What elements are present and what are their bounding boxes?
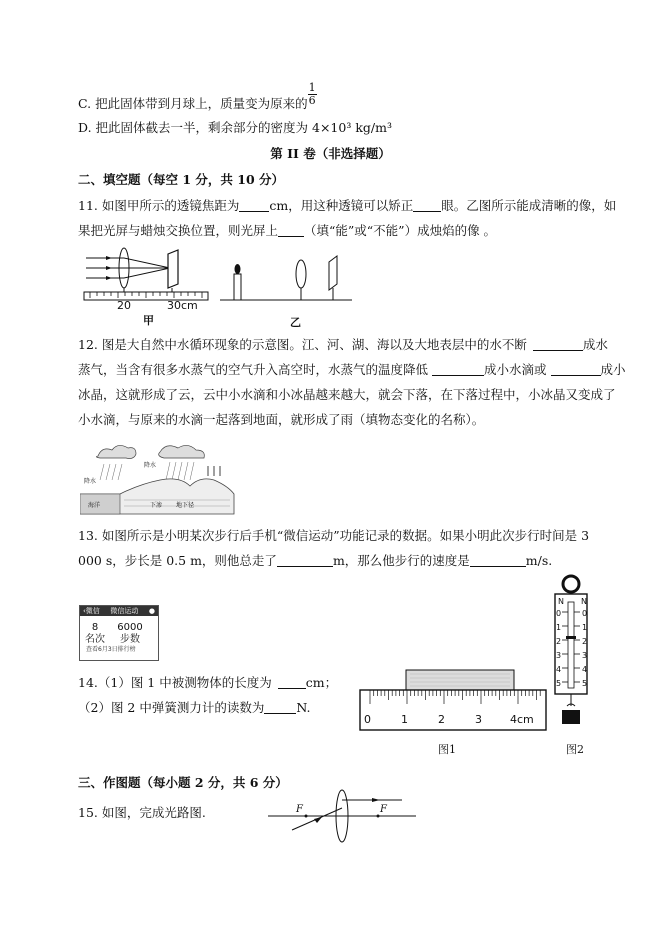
figure-label-yi: 乙 [290,316,301,329]
figure-label-jia: 甲 [143,314,154,327]
q13-line2 [78,553,552,569]
q15-text: 15. 如图，完成光路图. [78,805,206,820]
ruler-tick-30: 30cm [167,299,198,312]
spring-tick-r4: 4 [582,665,588,674]
spring-unit-right: N [581,597,587,606]
spring-tick-r0: 0 [582,609,588,618]
q11-text-a: 11. 如图甲所示的透镜焦距为 [78,198,240,213]
spring-tick-2: 2 [556,637,562,646]
q11-text-c: 眼。乙图所示能成清晰的像，如 [441,198,617,213]
q14-line2 [78,700,310,716]
ruler-label-0: 0 [364,713,371,726]
q12-line4: 小水滴，与原来的水滴一起落到地面，就形成了雨（填物态变化的名称）。 [78,412,485,427]
ruler-tick-labels [358,713,548,729]
phone-title-bar [80,606,158,616]
ruler-tick-20: 20 [117,299,131,312]
wechat-sport-screenshot [79,605,159,661]
spring-ticks-right [582,607,587,691]
phone-title: 微信运动 [110,607,139,615]
q13-blank-2[interactable] [470,554,526,567]
section-title: 第 II 卷（非选择题） [270,146,391,161]
q14-blank-1[interactable] [278,676,306,689]
q12-line2 [78,362,626,378]
water-label-precip-1: 降水 [84,478,97,485]
rank-label: 名次 [85,634,105,645]
q14-text-d: N. [296,700,311,715]
spring-tick-0: 0 [556,609,562,618]
fill-blank-heading: 二、填空题（每空 1 分，共 10 分） [78,172,285,187]
ruler-label-3: 3 [475,713,482,726]
q13-blank-1[interactable] [277,554,333,567]
q13-text-c: m/s. [525,553,553,568]
water-label-infiltration: 下渗 [150,502,163,509]
q14-line1 [78,675,337,691]
q14-text-a: 14.（1）图 1 中被测物体的长度为 [78,675,272,690]
q11-line2 [78,223,496,239]
option-d: D. 把此固体截去一半，剩余部分的密度为 4×10³ kg/m³ [78,120,392,135]
q12-blank-2[interactable] [432,363,484,376]
back-link[interactable]: ‹微信 [83,607,100,615]
spring-tick-5: 5 [556,679,562,688]
spring-unit-left: N [558,597,564,606]
lens-figure-yi [218,250,358,310]
fraction-numerator: 1 [308,81,316,94]
phone-values-row [80,622,158,634]
spring-tick-r1: 1 [582,623,588,632]
q12-text-a: 12. 图是大自然中水循环现象的示意图。江、河、湖、海以及大地表层中的水不断 [78,337,527,352]
q12-line3: 冰晶，这就形成了云，云中小水滴和小冰晶越来越大，就会下落，在下落过程中，小冰晶又变成了 [78,387,616,402]
focal-point-right: F [380,804,387,815]
q11-blank-3[interactable] [278,224,304,237]
q11-blank-2[interactable] [413,199,441,212]
q11-text-b: cm，用这种透镜可以矫正 [269,198,414,213]
spring-tick-r3: 3 [582,651,588,660]
steps-label: 步数 [120,634,140,645]
q14-text-c: （2）图 2 中弹簧测力计的读数为 [78,700,265,715]
fraction [308,82,317,107]
phone-labels-row [80,634,158,646]
q12-blank-1[interactable] [533,338,583,351]
water-label-precip-2: 降水 [144,462,157,469]
q12-text-b: 成水 [582,337,608,352]
spring-tick-r5: 5 [582,679,588,688]
q11-text-d: 果把光屏与蜡烛交换位置，则光屏上 [78,223,279,238]
q12-blank-3[interactable] [551,363,601,376]
spring-tick-r2: 2 [582,637,588,646]
fraction-denominator: 6 [308,94,316,107]
focal-point-left: F [296,804,303,815]
figure-1-label: 图1 [438,743,456,756]
q14-blank-2[interactable] [264,701,296,714]
ruler-label-2: 2 [438,713,445,726]
spring-tick-3: 3 [556,651,562,660]
drawing-heading: 三、作图题（每小题 2 分，共 6 分） [78,775,288,790]
person-icon[interactable]: ● [148,607,155,615]
q12-line1 [78,337,608,353]
option-c-text: C. 把此固体带到月球上，质量变为原来的 [78,96,308,111]
ranking-link[interactable]: 查看6月3日排行榜 [86,646,136,653]
rank-value: 8 [91,622,99,633]
q13-text-a: 000 s，步长是 0.5 m，则他总走了 [78,553,277,568]
light-path-figure[interactable] [262,786,422,848]
option-c [78,81,317,117]
spring-tick-4: 4 [556,665,562,674]
q11-blank-1[interactable] [239,199,269,212]
water-label-ocean: 海洋 [88,502,101,509]
q11-line1 [78,198,616,214]
spring-tick-1: 1 [556,623,562,632]
water-label-groundwater: 地下径 [176,502,195,509]
spring-ticks-left [556,607,561,691]
q12-text-d: 成小水滴或 [484,362,547,377]
steps-value: 6000 [117,622,143,633]
q14-text-b: cm； [305,675,338,690]
q12-text-e: 成小 [600,362,626,377]
ruler-label-4: 4cm [510,713,534,726]
q11-text-e: （填“能”或“不能”）成烛焰的像 。 [304,223,497,238]
q13-text-b: m，那么他步行的速度是 [332,553,470,568]
q12-text-c: 蒸气，当含有很多水蒸气的空气升入高空时，水蒸气的温度降低 [78,362,429,377]
figure-2-label: 图2 [566,743,584,756]
ruler-label-1: 1 [401,713,408,726]
q13-line1: 13. 如图所示是小明某次步行后手机“微信运动”功能记录的数据。如果小明此次步行时间是 3 [78,528,590,543]
